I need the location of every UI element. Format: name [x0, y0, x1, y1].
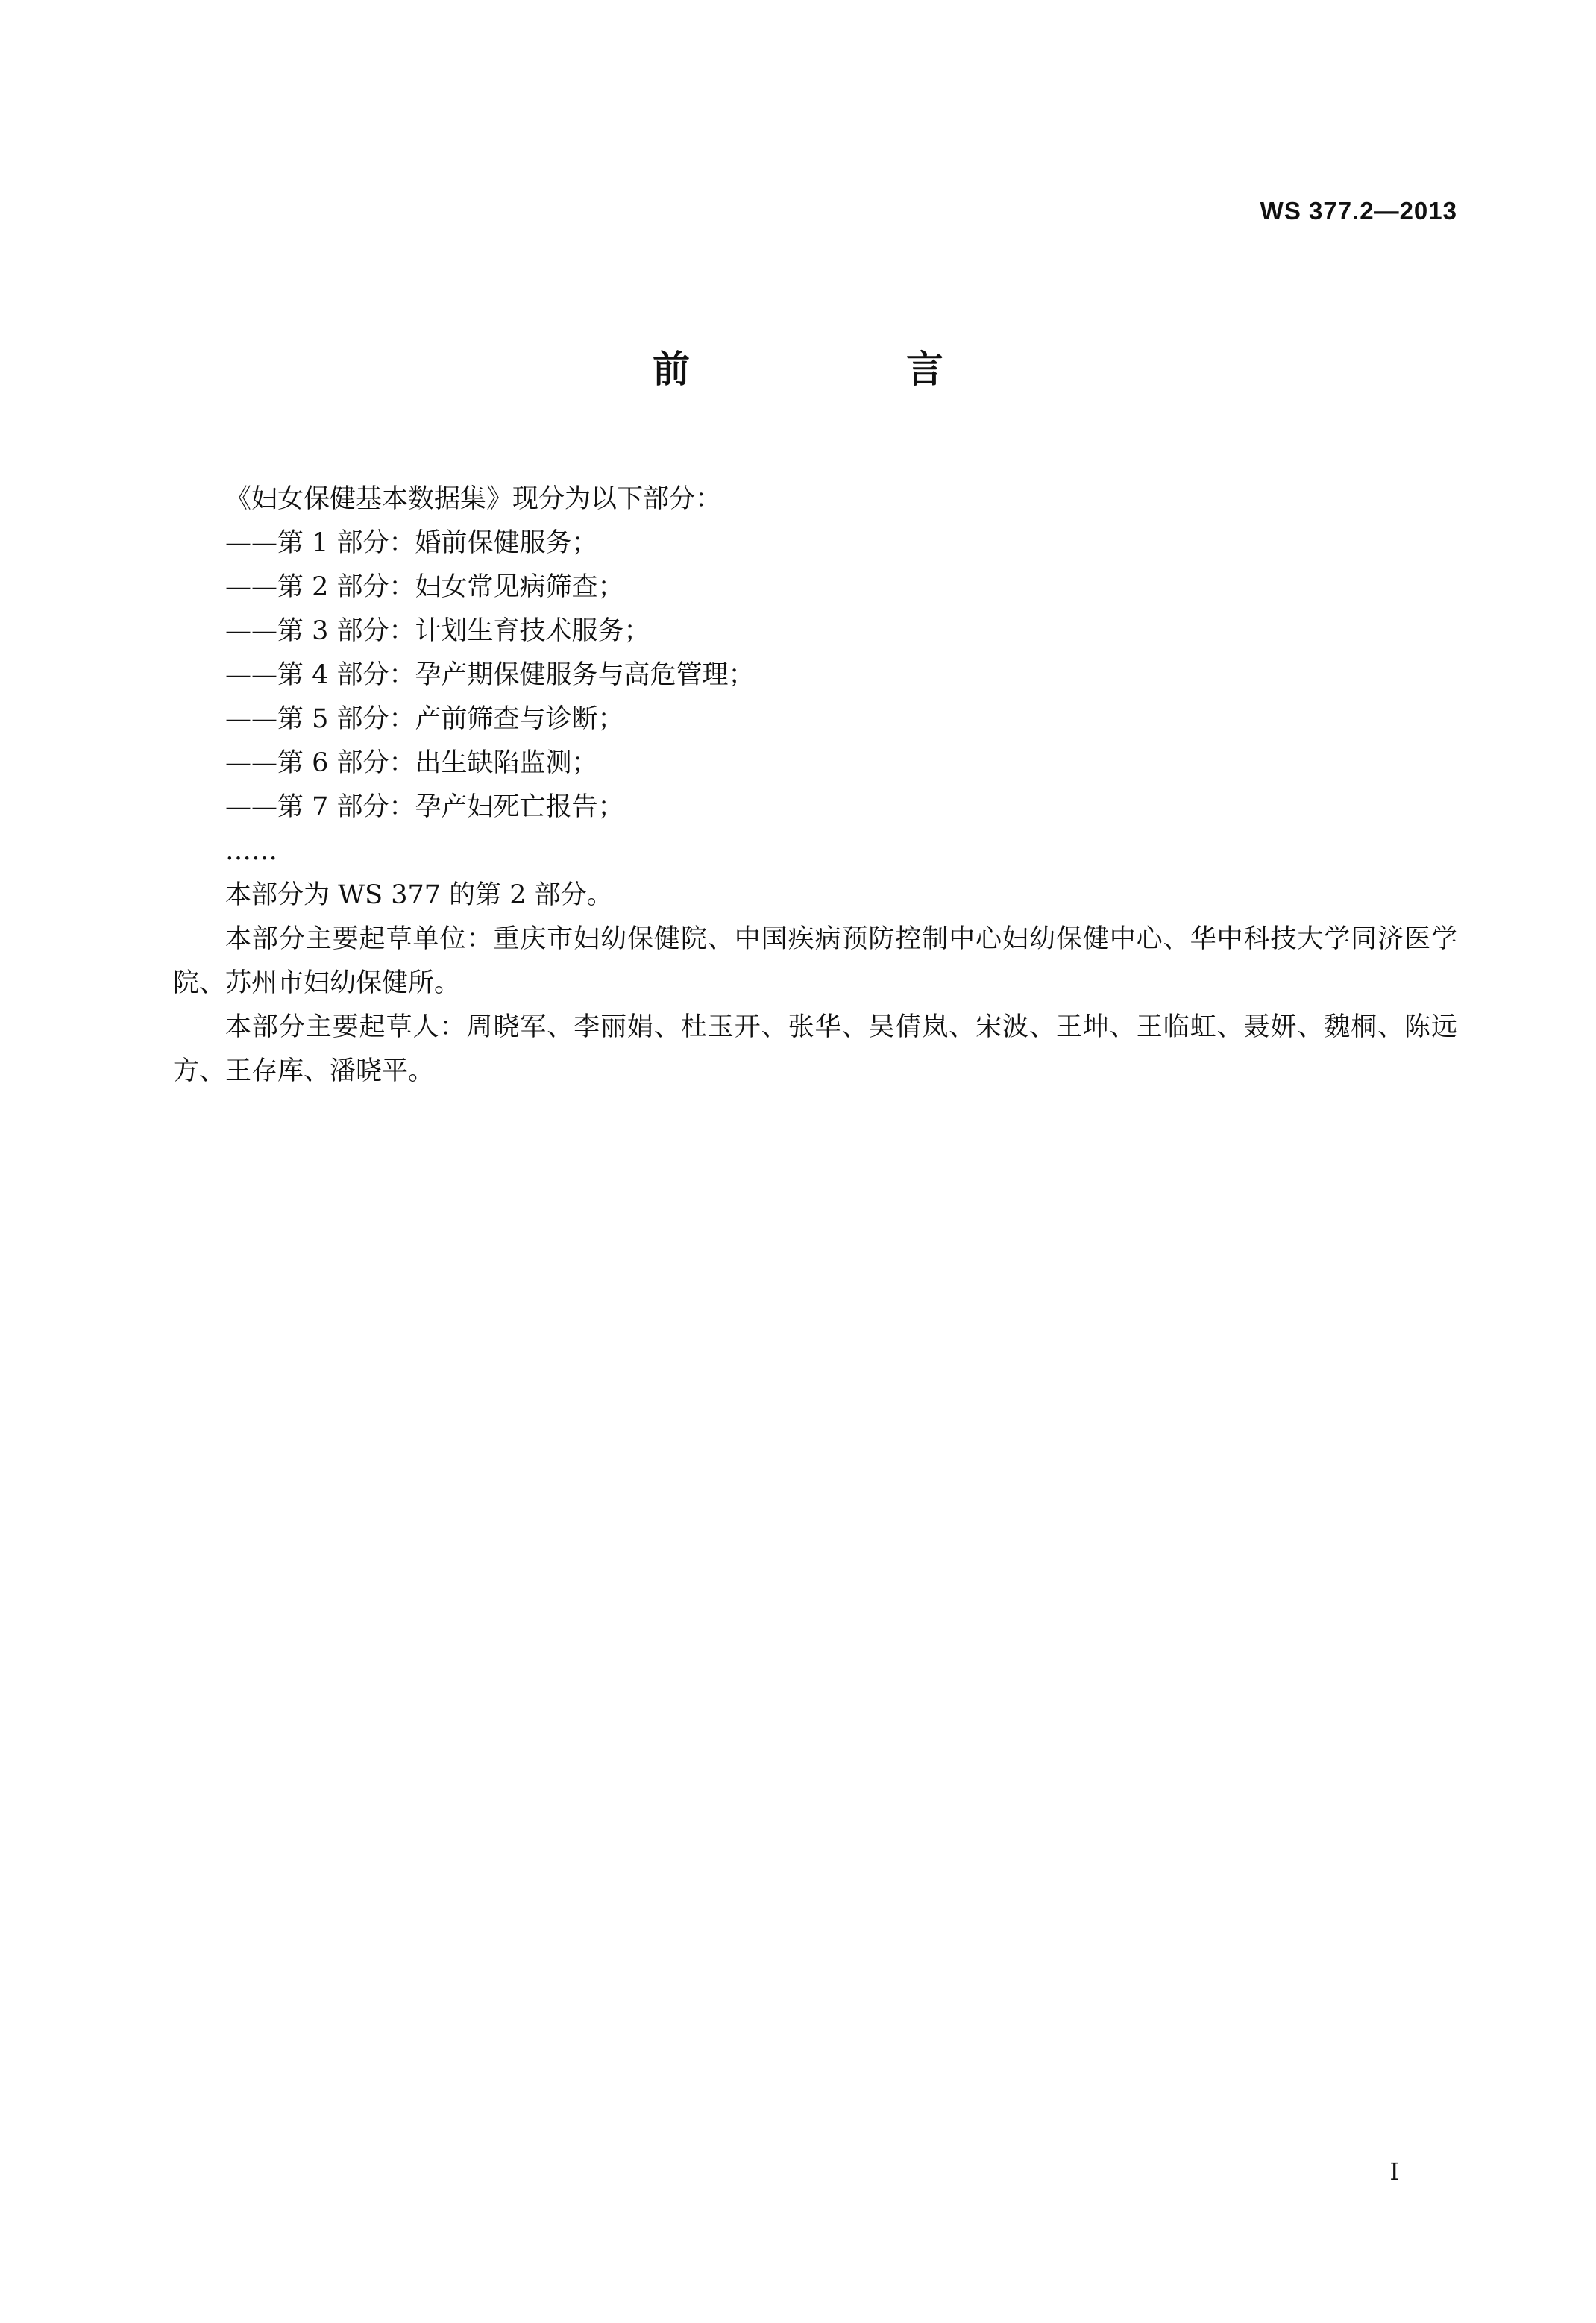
intro-paragraph: 《妇女保健基本数据集》现分为以下部分：	[225, 484, 722, 514]
list-ellipsis: ……	[225, 836, 277, 866]
drafting-units-paragraph: 本部分主要起草单位：重庆市妇幼保健院、中国疾病预防控制中心妇幼保健中心、华中科技大学同济医学院、苏州市妇幼保健所。	[173, 924, 1457, 998]
list-item: ——第 4 部分：孕产期保健服务与高危管理；	[225, 660, 755, 690]
part-of-paragraph: 本部分为 WS 377 的第 2 部分。	[225, 880, 613, 910]
page-number: I	[1389, 2157, 1399, 2186]
list-item: ——第 3 部分：计划生育技术服务；	[225, 616, 650, 646]
list-item: ——第 1 部分：婚前保健服务；	[225, 528, 598, 558]
list-item: ——第 5 部分：产前筛查与诊断；	[225, 704, 624, 734]
list-item: ——第 6 部分：出生缺陷监测；	[225, 748, 598, 778]
drafters-paragraph: 本部分主要起草人：周晓军、李丽娟、杜玉开、张华、吴倩岚、宋波、王坤、王临虹、聂妍、魏桐、陈远方、王存库、潘晓平。	[173, 1012, 1457, 1086]
list-item: ——第 2 部分：妇女常见病筛查；	[225, 572, 624, 602]
list-item: ——第 7 部分：孕产妇死亡报告；	[225, 792, 624, 822]
document-code: WS 377.2—2013	[1260, 197, 1457, 225]
document-body	[173, 477, 1457, 1094]
page-title: 前 言	[653, 348, 1033, 391]
